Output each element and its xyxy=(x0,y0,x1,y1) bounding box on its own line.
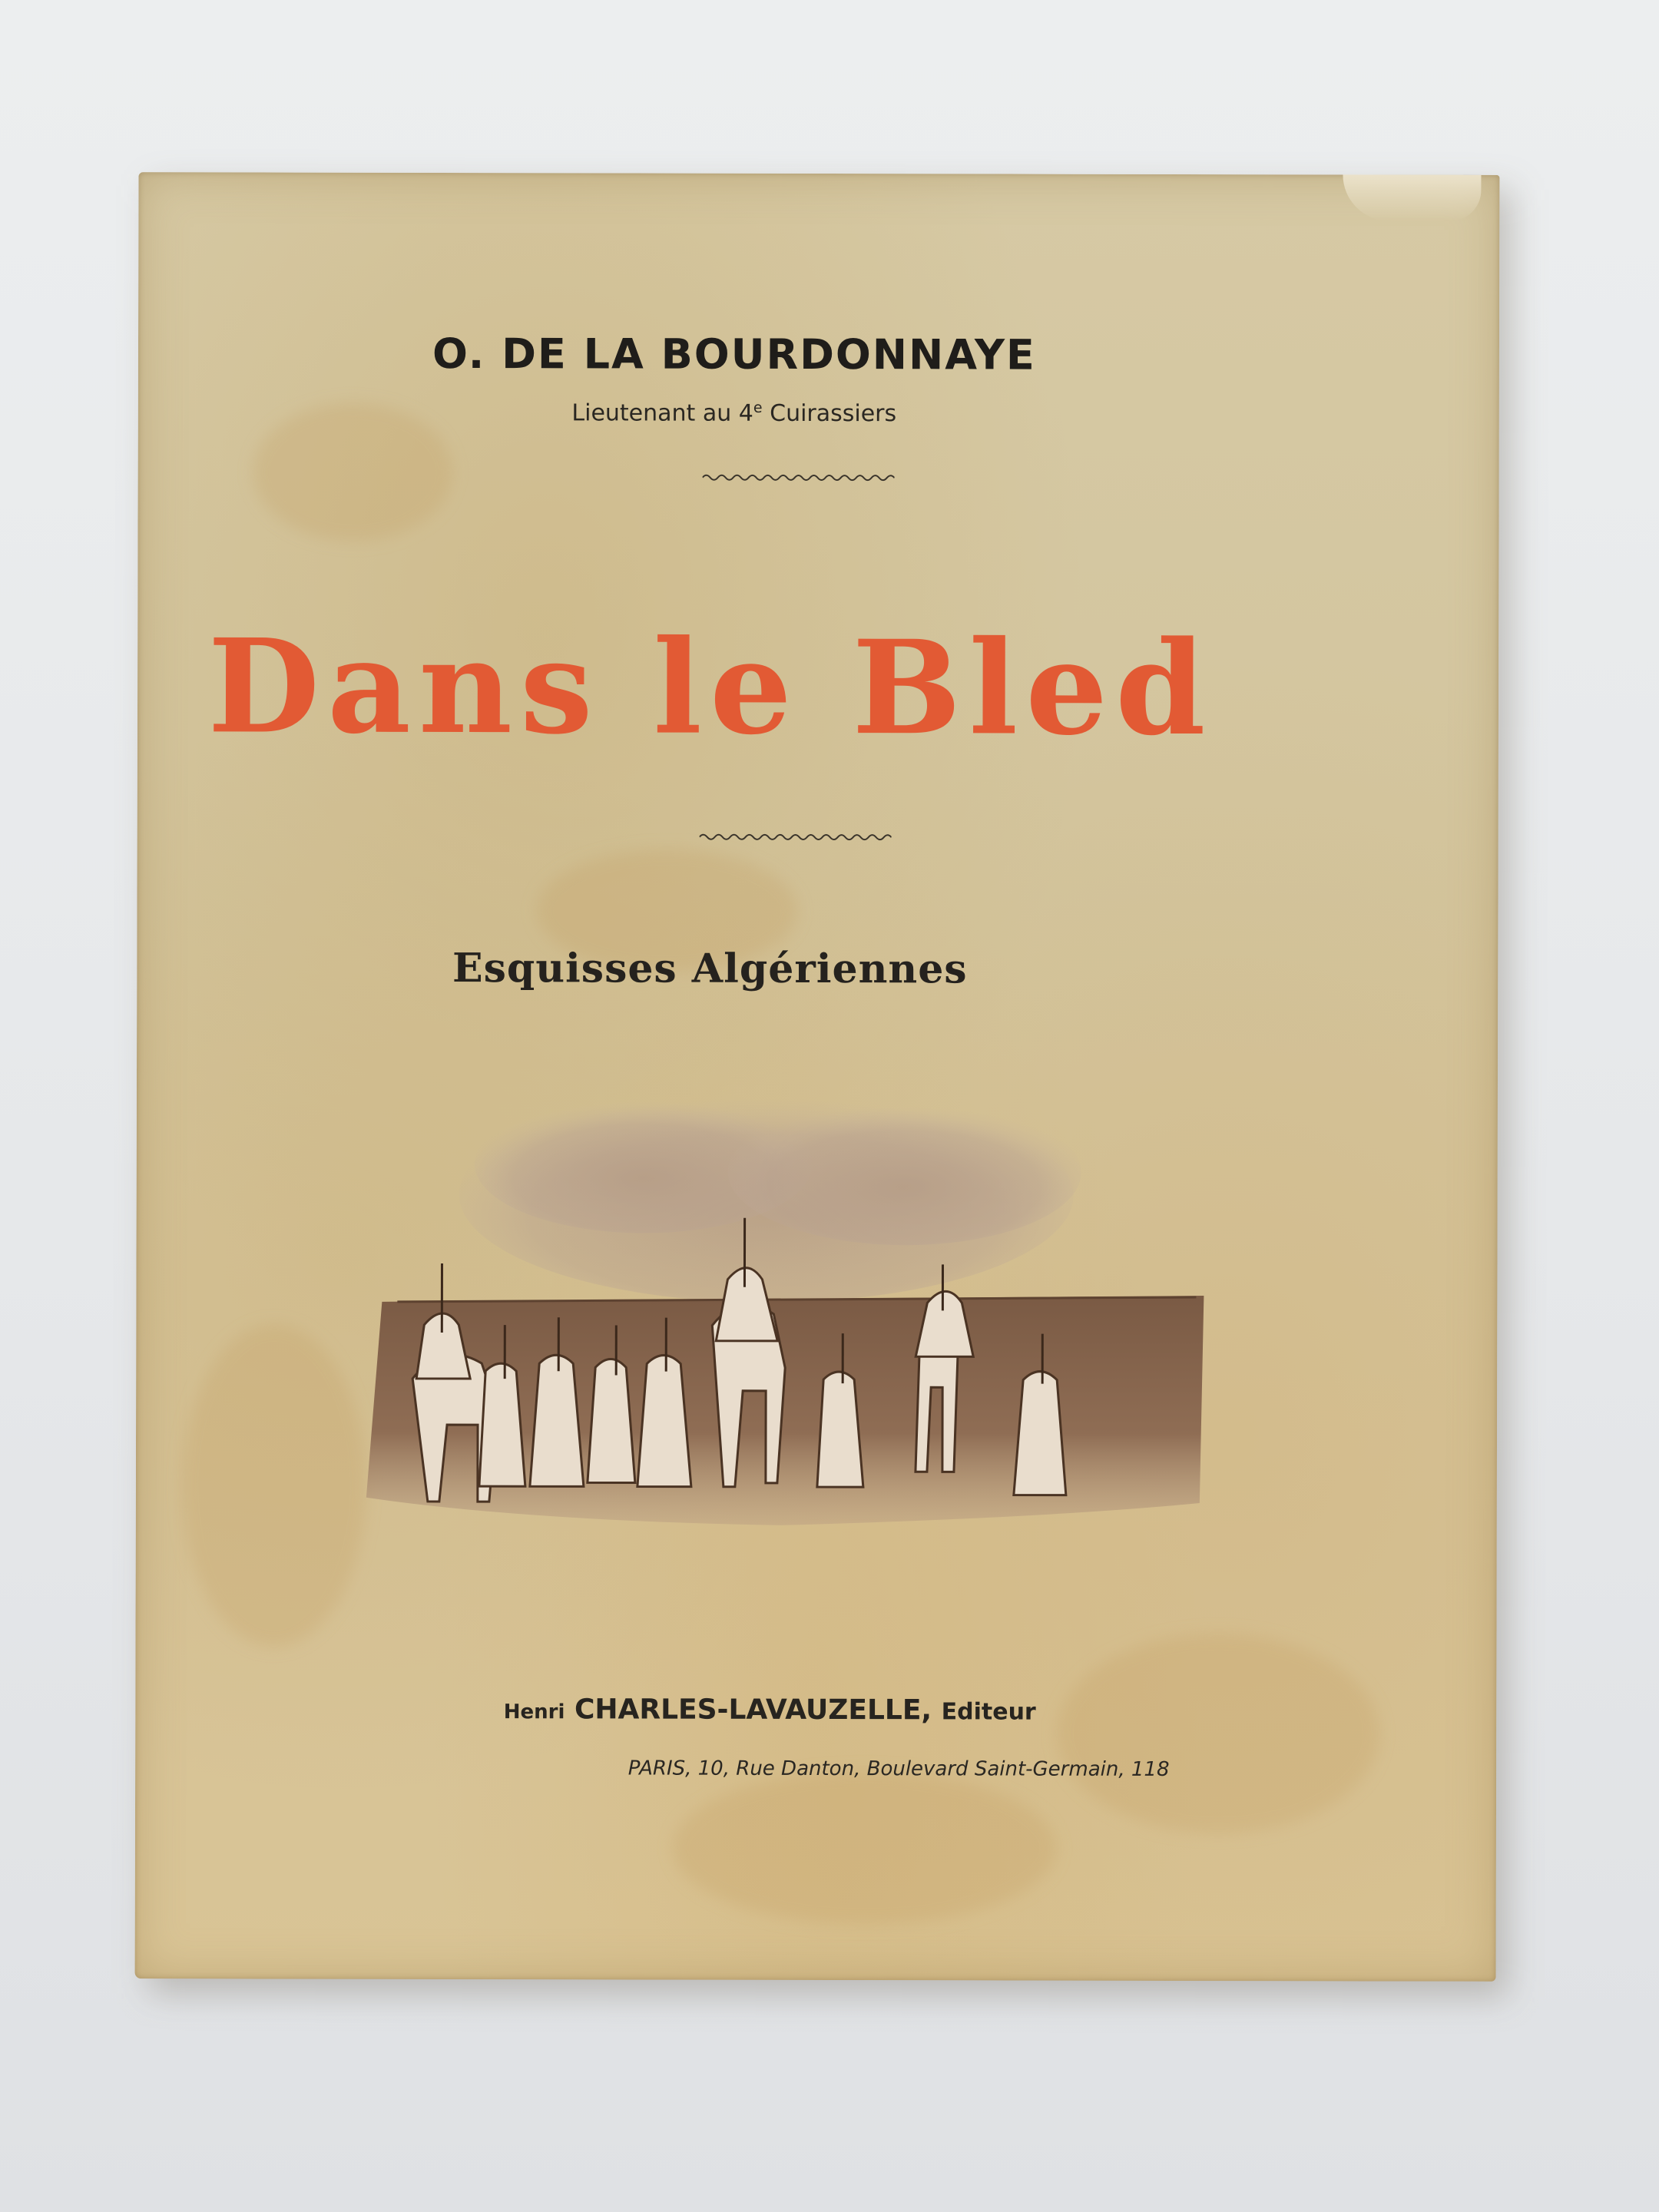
horsemen-illustration xyxy=(351,1071,1212,1549)
publisher-prefix: Henri xyxy=(503,1700,565,1724)
rank-sup: e xyxy=(753,399,763,416)
stain xyxy=(673,1771,1057,1926)
stain xyxy=(181,1324,366,1647)
stain xyxy=(1057,1634,1380,1834)
book-subtitle: Esquisses Algériennes xyxy=(452,945,968,993)
publisher-address: PARIS, 10, Rue Danton, Boulevard Saint-Germain, 118 xyxy=(628,1757,1170,1781)
ornament-rule xyxy=(703,472,895,485)
author-rank xyxy=(54,398,1415,429)
ornament-rule xyxy=(700,831,892,844)
rank-suffix: Cuirassiers xyxy=(762,399,897,428)
rank-prefix: Lieutenant au 4 xyxy=(571,399,753,427)
book-title: Dans le Bled xyxy=(207,610,1214,765)
author-name: O. DE LA BOURDONNAYE xyxy=(432,329,1036,379)
worn-corner xyxy=(1343,174,1481,220)
publisher-line xyxy=(89,1693,1450,1727)
book-cover xyxy=(135,172,1500,1982)
publisher-role: Editeur xyxy=(941,1698,1036,1726)
publisher-name: CHARLES-LAVAUZELLE, xyxy=(574,1694,932,1727)
